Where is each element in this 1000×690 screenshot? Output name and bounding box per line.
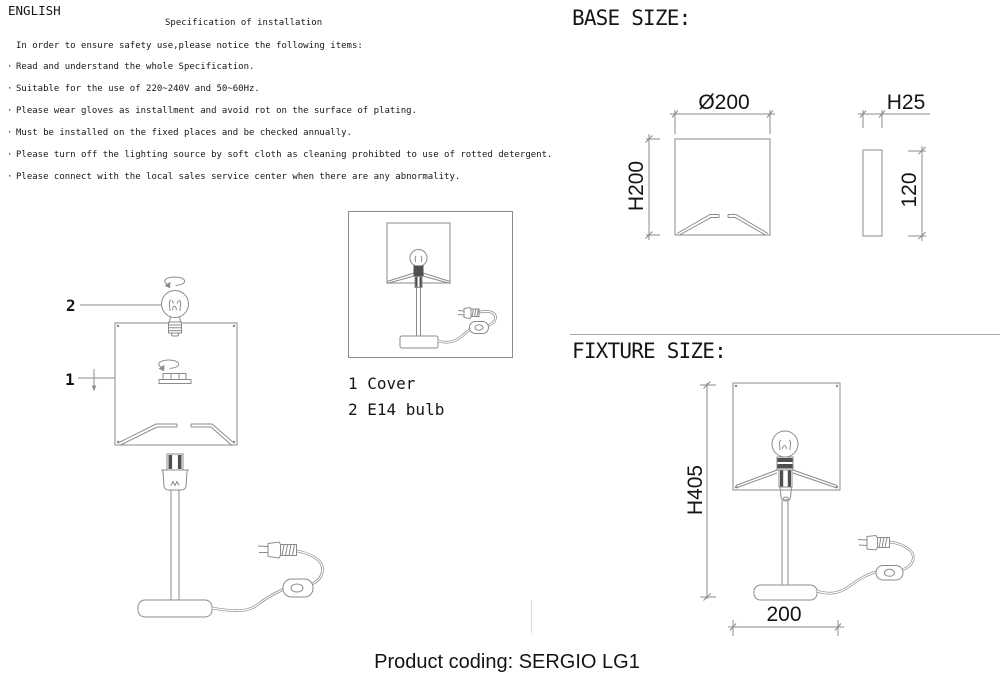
dim-fixture-height: H405 [684,464,707,516]
dim-base-height: H200 [625,160,648,212]
cover-drawing [115,323,237,445]
socket-drawing [161,454,189,490]
list-marker: · [7,172,13,182]
list-marker: · [7,106,13,116]
exploded-lamp-diagram [40,260,340,640]
product-coding: Product coding: SERGIO LG1 [374,651,640,673]
spec-item: Suitable for the use of 220~240V and 50~60Hz. [16,84,260,94]
callout-cover-number: 1 [65,370,75,389]
list-marker: · [7,62,13,72]
assembled-lamp-thumbnail [348,211,513,358]
spec-item: Please wear gloves as installment and avoid rot on the surface of plating. [16,106,417,116]
dim-base-thickness: H25 [886,91,926,114]
spec-item: Please turn off the lighting source by soft cloth as cleaning prohibted to use of rotted detergent. [16,150,553,160]
spec-item: Must be installed on the fixed places and be checked annually. [16,128,352,138]
list-marker: · [7,128,13,138]
callout-leaders [78,305,164,392]
language-label: ENGLISH [8,3,61,18]
list-marker: · [7,84,13,94]
page-crease-mark [531,600,532,633]
dim-fixture-width: 200 [766,603,802,626]
bulb-drawing [162,277,189,336]
spec-title: Specification of installation [165,18,323,28]
list-marker: · [7,150,13,160]
fixture-lamp-drawing [733,383,913,600]
legend-item-cover: 1 Cover [348,374,416,393]
base-front-view [646,110,776,240]
spec-intro: In order to ensure safety use,please notice the following items: [16,41,363,51]
pole-base-drawing [138,490,212,617]
section-divider [570,334,1000,335]
fixture-size-drawing [680,370,1000,640]
spec-item: Please connect with the local sales service center when there are any abnormality. [16,172,461,182]
dim-base-side-height: 120 [898,172,921,208]
dim-base-diameter: Ø200 [698,91,750,114]
spec-item: Read and understand the whole Specification. [16,62,255,72]
legend-item-bulb: 2 E14 bulb [348,400,445,419]
cord-switch-plug-drawing [212,542,323,611]
base-size-title: BASE SIZE: [572,6,691,30]
fixture-size-title: FIXTURE SIZE: [572,339,726,363]
callout-bulb-number: 2 [66,296,76,315]
